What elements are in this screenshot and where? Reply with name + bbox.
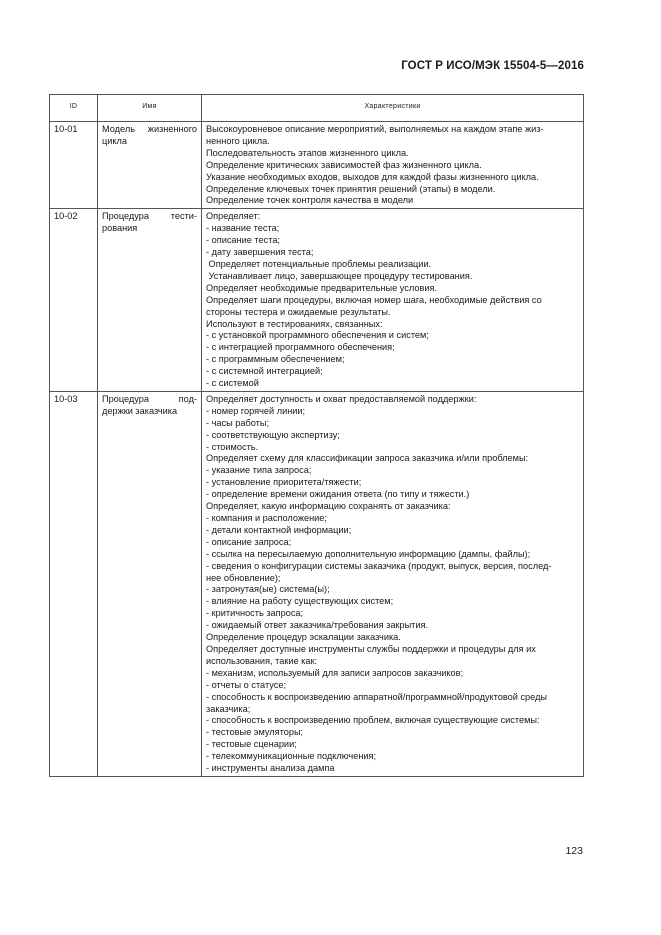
row-id: 10-01 (50, 122, 98, 209)
characteristic-line: - ссылка на пересылаемую дополнительную информацию (дампы, файлы); (206, 548, 531, 559)
row-name (98, 122, 202, 209)
row-name (98, 209, 202, 392)
characteristic-line: Высокоуровневое описание мероприятий, выполняемых на каждом этапе жиз- (206, 124, 544, 134)
characteristic-line: - телекоммуникационные подключения; (206, 751, 377, 762)
characteristic-line: - инструменты анализа дампа (206, 763, 335, 774)
characteristic-line: ненного цикла. (206, 135, 270, 146)
characteristic-line: - с системной интеграцией; (206, 366, 323, 377)
characteristic-line: Устанавливает лицо, завершающее процедуру тестирования. (206, 270, 473, 281)
table-row (50, 209, 584, 392)
characteristic-line: - отчеты о статусе; (206, 679, 287, 690)
row-name-line: Модель жизненного (102, 124, 197, 134)
characteristic-line: Определяет: (206, 211, 261, 222)
characteristic-line: Последовательность этапов жизненного цикла. (206, 147, 409, 158)
characteristic-line: - соответствующую экспертизу; (206, 429, 340, 440)
characteristic-line: заказчика; (206, 703, 251, 714)
characteristic-line: - определение времени ожидания ответа (по типу и тяжести.) (206, 489, 470, 500)
characteristic-line: Указание необходимых входов, выходов для каждой фазы жизненного цикла. (206, 171, 539, 182)
column-header-id: ID (50, 95, 98, 122)
characteristic-line: - установление приоритета/тяжести; (206, 477, 362, 488)
characteristic-line: - с программным обеспечением; (206, 354, 345, 365)
characteristic-line: - способность к воспроизведению проблем, включая существующие системы: (206, 715, 540, 726)
characteristic-line: - часы работы; (206, 417, 270, 428)
characteristic-line: - тестовые сценарии; (206, 739, 297, 750)
document-header: ГОСТ Р ИСО/МЭК 15504-5—2016 (401, 60, 584, 72)
characteristic-line: стороны тестера и ожидаемые результаты. (206, 306, 391, 317)
row-name-line: держки заказчика (102, 405, 178, 416)
characteristic-line: - сведения о конфигурации системы заказчика (продукт, выпуск, версия, послед- (206, 560, 552, 571)
row-name (98, 391, 202, 776)
characteristic-line: - номер горячей линии; (206, 405, 306, 416)
characteristic-line: Определяет схему для классификации запроса заказчика и/или проблемы: (206, 453, 529, 464)
characteristic-line: нее обновление); (206, 572, 281, 583)
row-characteristics (202, 391, 584, 776)
table-header-row (50, 95, 584, 122)
characteristic-line: - название теста; (206, 223, 280, 234)
characteristic-line: Определяет потенциальные проблемы реализации. (206, 258, 432, 269)
characteristic-line: - способность к воспроизведению аппаратной/программной/продуктовой среды (206, 691, 548, 702)
characteristic-line: Определение ключевых точек принятия решений (этапы) в модели. (206, 183, 496, 194)
characteristic-line: - тестовые эмуляторы; (206, 727, 304, 738)
characteristic-line: Определяет доступность и охват предоставляемой поддержки: (206, 393, 477, 404)
characteristic-line: - ожидаемый ответ заказчика/требования закрытия. (206, 620, 429, 631)
characteristic-line: Определение точек контроля качества в модели (206, 195, 414, 206)
characteristic-line: - дату завершения теста; (206, 247, 314, 258)
characteristic-line: - описание теста; (206, 235, 280, 246)
characteristic-line: Определяет доступные инструменты службы поддержки и процедуры для их (206, 643, 536, 654)
characteristic-line: Определяет, какую информацию сохранять от заказчика: (206, 501, 451, 512)
characteristic-line: - указание типа запроса; (206, 465, 312, 476)
characteristic-line: - компания и расположение; (206, 513, 327, 523)
characteristic-line: - стоимость. (206, 441, 259, 452)
characteristic-line: - критичность запроса; (206, 608, 304, 619)
characteristic-line: - механизм, используемый для записи запросов заказчиков; (206, 667, 464, 678)
table-row (50, 122, 584, 209)
row-id: 10-03 (50, 391, 98, 776)
characteristic-line: Определение процедур эскалации заказчика. (206, 632, 401, 643)
characteristic-line: Определяет необходимые предварительные условия. (206, 282, 438, 293)
column-header-characteristics: Характеристики (202, 95, 584, 122)
row-name-line: Процедура тести- (102, 211, 197, 222)
characteristic-line: - затронутая(ые) система(ы); (206, 584, 330, 595)
characteristic-line: Определение критических зависимостей фаз жизненного цикла. (206, 159, 482, 170)
row-characteristics (202, 209, 584, 392)
characteristic-line: - с системой (206, 378, 259, 389)
row-name-line: рования (102, 223, 138, 234)
characteristic-line: - с установкой программного обеспечения и систем; (206, 330, 429, 341)
row-id: 10-02 (50, 209, 98, 392)
characteristic-line: - описание запроса; (206, 536, 292, 547)
characteristic-line: Определяет шаги процедуры, включая номер шага, необходимые действия со (206, 294, 542, 305)
row-name-line: Процедура под- (102, 393, 197, 404)
characteristic-line: Используют в тестированиях, связанных: (206, 318, 383, 329)
page-number: 123 (565, 845, 583, 857)
characteristic-line: использования, такие как: (206, 655, 318, 666)
column-header-name: Имя (98, 95, 202, 122)
table-row (50, 391, 584, 776)
characteristic-line: - с интеграцией программного обеспечения; (206, 342, 395, 353)
row-name-line: цикла (102, 135, 127, 146)
characteristic-line: - детали контактной информации; (206, 524, 352, 535)
row-characteristics (202, 122, 584, 209)
characteristics-table (49, 94, 584, 777)
characteristic-line: - влияние на работу существующих систем; (206, 596, 394, 607)
